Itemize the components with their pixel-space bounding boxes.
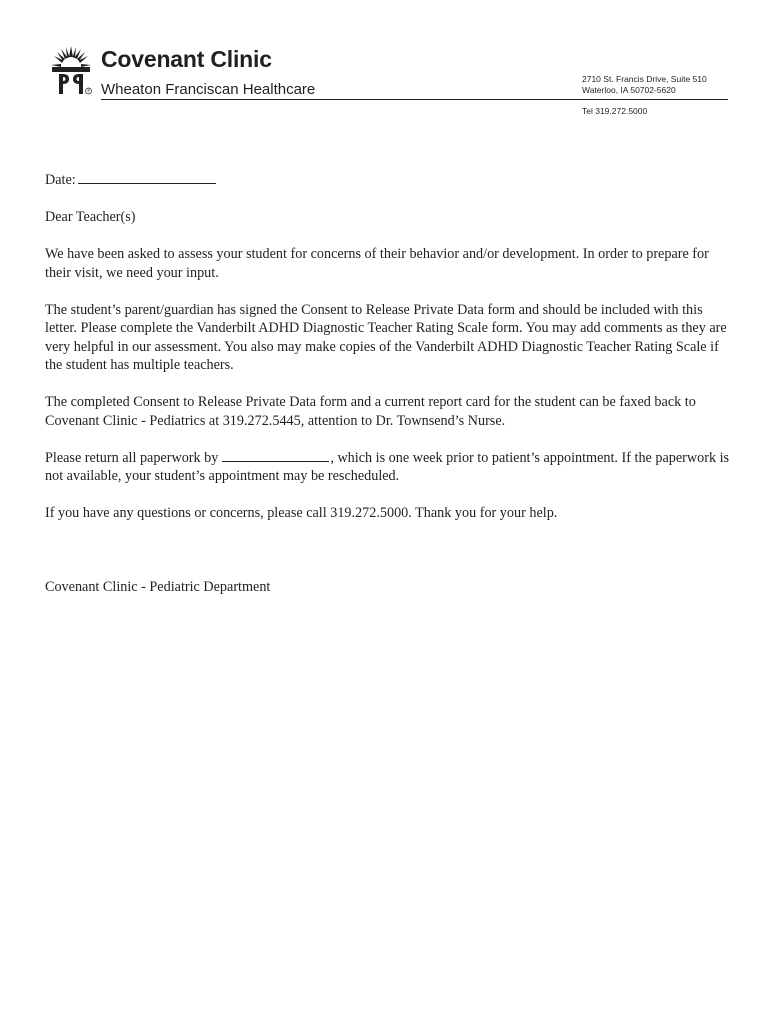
return-date-blank-field[interactable] [222,449,329,462]
paragraph-consent: The student’s parent/guardian has signed the Consent to Release Private Data form and should be included with this letter. Please complete the Vanderbilt ADHD Diagnostic Teacher Rating Scale form. You may add comments as they are very helpful in our assessment. You also may make copies of the Vanderbilt ADHD Diagnostic Teacher Rating Scale if the student has multiple teachers. [45,301,727,373]
address-line-1: 2710 St. Francis Drive, Suite 510 [582,74,707,84]
paragraph-return [45,449,735,486]
registered-mark: ® [86,88,91,94]
date-label: Date: [45,172,76,188]
paragraph-fax: The completed Consent to Release Private Data form and a current report card for the student can be faxed back to Covenant Clinic - Pediatrics at 319.272.5445, attention to Dr. Townsend’s Nurse. [45,394,696,429]
clinic-phone: Tel 319.272.5000 [582,106,648,116]
paragraph-intro: We have been asked to assess your student for concerns of their behavior and/or development. In order to prepare for their visit, we need your input. [45,246,709,281]
letter-body [45,171,735,615]
date-line [45,171,735,190]
return-text-end: , which is one week prior to patient’s appointment. If the paperwork is not available, your student’s appointment may be rescheduled. [45,449,730,484]
clinic-address [582,74,707,96]
return-text-start: Please return all paperwork by [45,449,219,466]
covenant-clinic-logo-icon [50,44,92,96]
date-blank-field[interactable] [78,171,216,184]
org-name: Covenant Clinic [101,46,272,72]
signoff: Covenant Clinic - Pediatric Department [45,578,271,595]
address-line-2: Waterloo, IA 50702-5620 [582,85,676,95]
paragraph-questions: If you have any questions or concerns, please call 319.272.5000. Thank you for your help. [45,505,558,521]
header-divider [101,99,728,100]
salutation: Dear Teacher(s) [45,209,136,225]
org-subtitle: Wheaton Franciscan Healthcare [101,81,316,98]
